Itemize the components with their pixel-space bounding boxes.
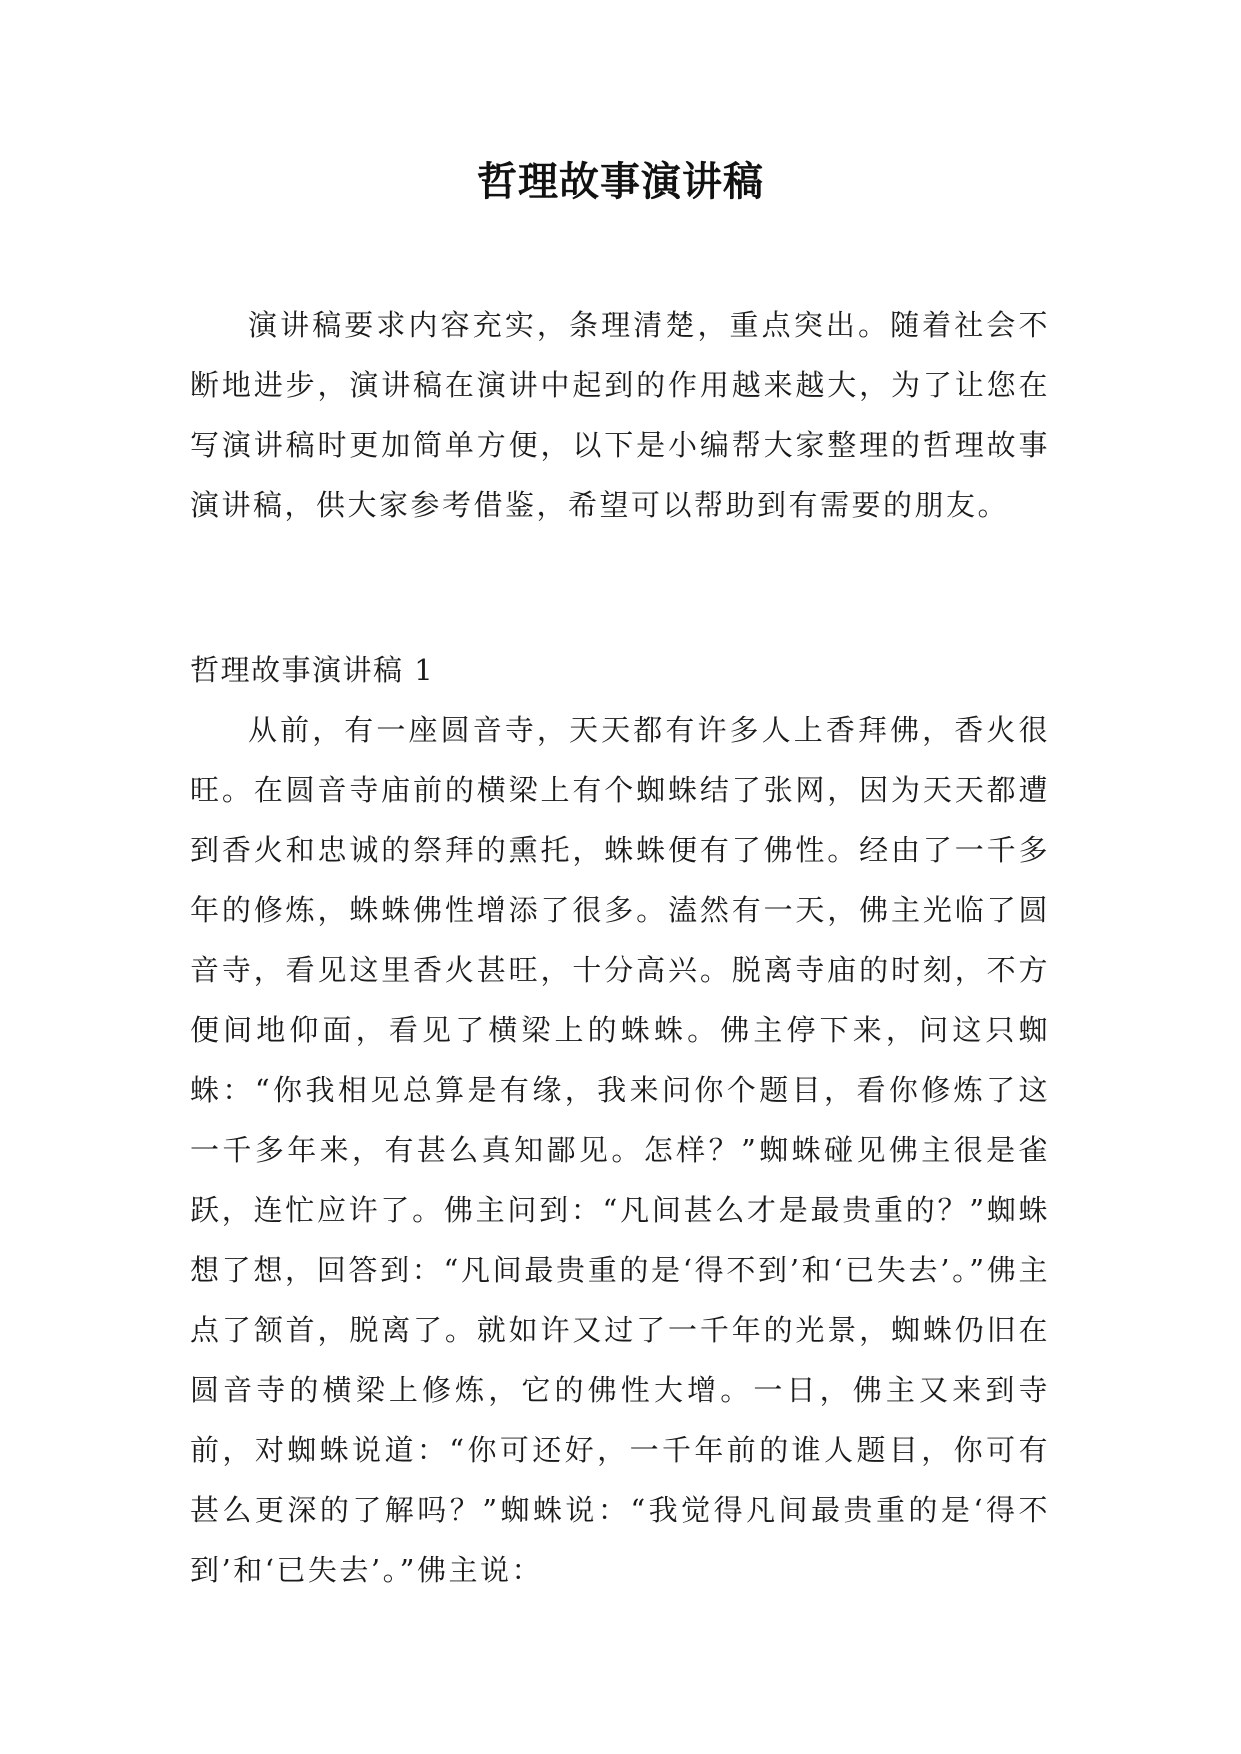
story-paragraph: 从前，有一座圆音寺，天天都有许多人上香拜佛，香火很旺。在圆音寺庙前的横梁上有个蜘蛛结了张网，因为天天都遭到香火和忠诚的祭拜的熏托，蛛蛛便有了佛性。经由了一千多年的修炼，蛛蛛佛性增添了很多。溘然有一天，佛主光临了圆音寺，看见这里香火甚旺，十分高兴。脱离寺庙的时刻，不方便间地仰面，看见了横梁上的蛛蛛。佛主停下来，问这只蜘蛛：“你我相见总算是有缘，我来问你个题目，看你修炼了这一千多年来，有甚么真知鄙见。怎样？”蜘蛛碰见佛主很是雀跃，连忙应许了。佛主问到：“凡间甚么才是最贵重的？”蜘蛛想了想，回答到：“凡间最贵重的是‘得不到’和‘已失去’。”佛主点了颔首，脱离了。就如许又过了一千年的光景，蜘蛛仍旧在圆音寺的横梁上修炼，它的佛性大增。一日，佛主又来到寺前，对蜘蛛说道：“你可还好，一千年前的谁人题目，你可有甚么更深的了解吗？”蜘蛛说：“我觉得凡间最贵重的是‘得不到’和‘已失去’。”佛主说： <box>190 713 1050 1587</box>
section-heading: 哲理故事演讲稿 1 <box>190 653 435 687</box>
intro-section <box>190 295 1050 535</box>
intro-paragraph: 演讲稿要求内容充实，条理清楚，重点突出。随着社会不断地进步，演讲稿在演讲中起到的作用越来越大，为了让您在写演讲稿时更加简单方便，以下是小编帮大家整理的哲理故事演讲稿，供大家参考借鉴，希望可以帮助到有需要的朋友。 <box>190 308 1050 522</box>
document-title: 哲理故事演讲稿 <box>477 158 764 205</box>
story-section <box>190 700 1050 1600</box>
